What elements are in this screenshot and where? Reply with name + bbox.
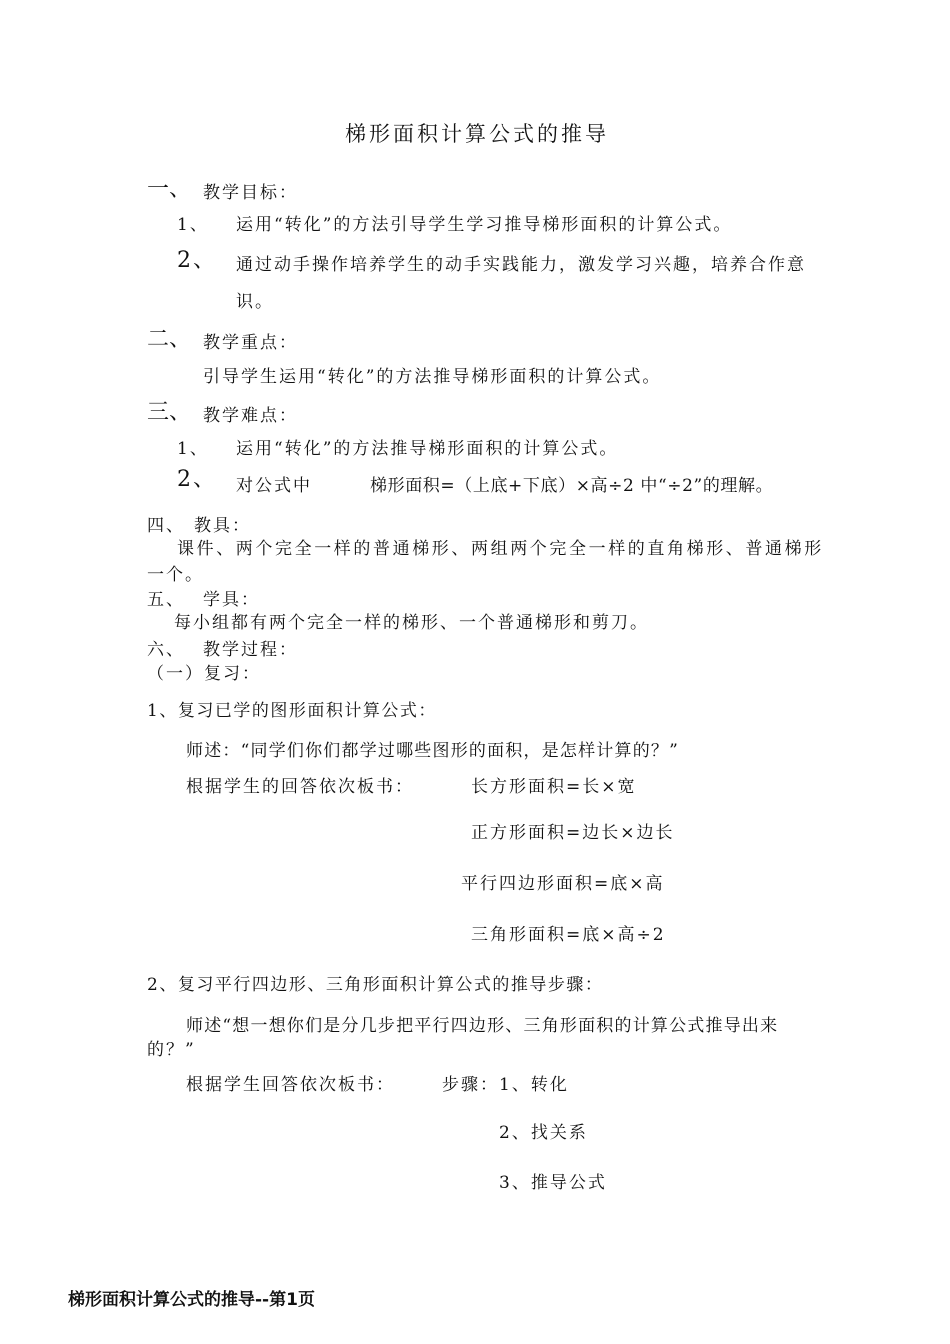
section-5-heading: 学具：	[203, 590, 260, 610]
section-3-item-2-number: 2、	[177, 467, 217, 492]
section-3-item-2-text-a: 对公式中	[236, 476, 312, 496]
review-step-1-teacher: 师述：“同学们你们都学过哪些图形的面积，是怎样计算的？”	[186, 741, 679, 761]
section-6-number: 六、	[147, 640, 185, 660]
section-1-number: 一、	[147, 177, 192, 202]
section-6-heading: 教学过程：	[203, 640, 298, 660]
section-1-item-2-continuation: 识。	[236, 292, 274, 312]
section-4-number: 四、	[147, 516, 185, 536]
section-5-number: 五、	[147, 590, 185, 610]
derivation-step-2: 2、找关系	[499, 1123, 588, 1143]
formula-square: 正方形面积=边长×边长	[471, 823, 675, 843]
page-title: 梯形面积计算公式的推导	[345, 122, 609, 146]
review-step-1-title: 1、复习已学的图形面积计算公式：	[147, 701, 437, 721]
review-step-2-board-label: 根据学生回答依次板书：	[186, 1075, 395, 1095]
section-1-item-2-text: 通过动手操作培养学生的动手实践能力，激发学习兴趣，培养合作意	[236, 255, 806, 275]
section-1-item-1-text: 运用“转化”的方法引导学生学习推导梯形面积的计算公式。	[236, 215, 733, 235]
review-step-2-title: 2、复习平行四边形、三角形面积计算公式的推导步骤：	[147, 975, 604, 995]
derivation-step-1: 步骤：1、转化	[442, 1075, 569, 1095]
section-3-number: 三、	[147, 400, 192, 425]
review-subheading: （一）复习：	[147, 664, 261, 684]
section-3-item-1-number: 1、	[177, 439, 209, 459]
page-footer: 梯形面积计算公式的推导--第1页	[68, 1290, 315, 1310]
section-3-item-2-text-b: 梯形面积=（上底+下底）×高÷2 中“÷2”的理解。	[370, 476, 774, 496]
section-4-heading: 教具：	[194, 516, 251, 536]
section-5-body: 每小组都有两个完全一样的梯形、一个普通梯形和剪刀。	[174, 613, 649, 633]
section-1-item-1-number: 1、	[177, 215, 209, 235]
review-step-2-teacher: 师述“想一想你们是分几步把平行四边形、三角形面积的计算公式推导出来	[186, 1016, 779, 1036]
section-2-heading: 教学重点：	[203, 333, 298, 353]
formula-parallelogram: 平行四边形面积=底×高	[461, 874, 665, 894]
review-step-1-board-label: 根据学生的回答依次板书：	[186, 777, 414, 797]
section-3-heading: 教学难点：	[203, 406, 298, 426]
section-4-body: 课件、两个完全一样的普通梯形、两组两个完全一样的直角梯形、普通梯形	[177, 539, 824, 559]
review-step-2-teacher-continuation: 的？”	[147, 1040, 196, 1060]
derivation-step-3: 3、推导公式	[499, 1173, 607, 1193]
section-4-continuation: 一个。	[147, 565, 204, 585]
section-2-number: 二、	[147, 327, 192, 352]
formula-rectangle: 长方形面积=长×宽	[471, 777, 637, 797]
section-1-heading: 教学目标：	[203, 183, 298, 203]
formula-triangle: 三角形面积=底×高÷2	[471, 925, 666, 945]
section-2-body: 引导学生运用“转化”的方法推导梯形面积的计算公式。	[203, 367, 662, 387]
section-3-item-1-text: 运用“转化”的方法推导梯形面积的计算公式。	[236, 439, 619, 459]
section-1-item-2-number: 2、	[177, 248, 217, 273]
